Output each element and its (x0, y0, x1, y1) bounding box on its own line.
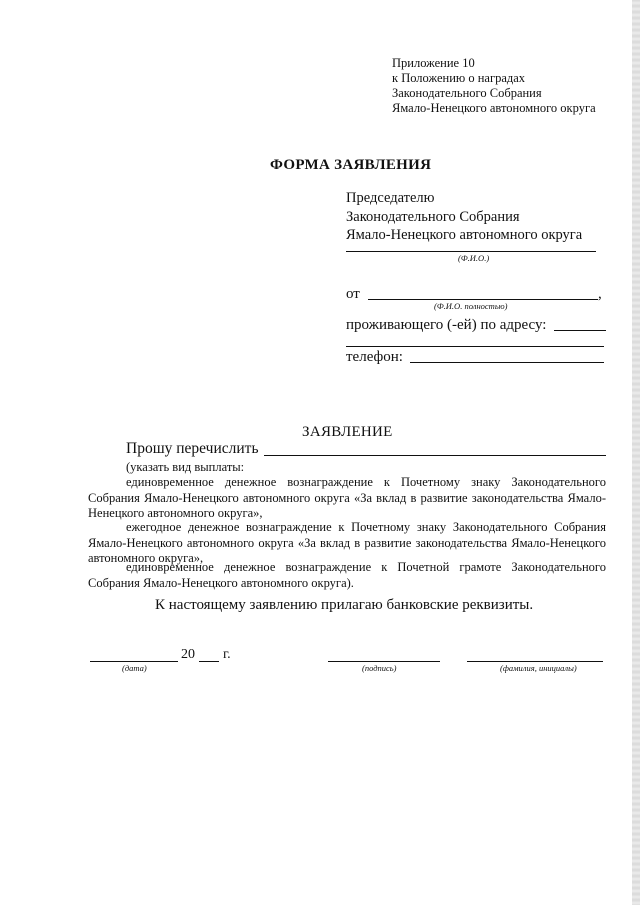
name-field[interactable] (467, 661, 603, 662)
addressee-fio-hint: (Ф.И.О.) (458, 253, 490, 263)
statement-heading: ЗАЯВЛЕНИЕ (302, 424, 393, 440)
residence-label: проживающего (-ей) по адресу: (346, 317, 547, 333)
addressee-block (346, 189, 582, 245)
from-label: от (346, 286, 360, 302)
payment-option-1: единовременное денежное вознаграждение к Почетному знаку Законодательного Собрания Ямало-Ненецкого автономного округа «За вклад в развитие законодательства Ямало-Ненецкого автономного округа», (88, 475, 606, 520)
year-field[interactable] (199, 661, 219, 662)
payment-option-2: ежегодное денежное вознаграждение к Почетному знаку Законодательного Собрания Ямало-Ненецкого автономного округа «За вклад в развитие законодательства Ямало-Ненецкого автономного округа», (88, 520, 606, 565)
scan-edge (632, 0, 640, 905)
addressee-line: Законодательного Собрания (346, 208, 520, 225)
from-fio-field[interactable] (368, 299, 598, 300)
addressee-fio-field[interactable] (346, 251, 596, 252)
appendix-line: Ямало-Ненецкого автономного округа (392, 101, 596, 115)
signature-field[interactable] (328, 661, 440, 662)
from-fio-hint: (Ф.И.О. полностью) (434, 301, 508, 311)
appendix-line: Приложение 10 (392, 56, 475, 70)
date-field[interactable] (90, 661, 178, 662)
phone-label: телефон: (346, 349, 403, 365)
residence-field-continued[interactable] (346, 346, 604, 347)
appendix-line: к Положению о наградах (392, 71, 526, 85)
phone-field[interactable] (410, 362, 604, 363)
request-label: Прошу перечислить (126, 440, 259, 457)
payment-type-hint: (указать вид выплаты: (126, 460, 245, 474)
year-prefix: 20 (181, 647, 195, 662)
payment-option-3: единовременное денежное вознаграждение к Почетной грамоте Законодательного Собрания Ямало-Ненецкого автономного округа). (88, 560, 606, 590)
form-title: ФОРМА ЗАЯВЛЕНИЯ (270, 157, 432, 173)
from-comma: , (598, 286, 602, 302)
payment-type-field[interactable] (264, 455, 606, 456)
residence-field[interactable] (554, 330, 606, 331)
addressee-line: Ямало-Ненецкого автономного округа (346, 227, 583, 243)
signature-hint: (подпись) (362, 663, 397, 673)
addressee-line: Председателю (346, 190, 435, 206)
name-hint: (фамилия, инициалы) (500, 663, 577, 673)
appendix-block (392, 56, 596, 116)
attachment-statement: К настоящему заявлению прилагаю банковские реквизиты. (155, 597, 534, 613)
year-suffix: г. (223, 647, 231, 662)
appendix-line: Законодательного Собрания (392, 86, 542, 100)
date-hint: (дата) (122, 663, 147, 673)
